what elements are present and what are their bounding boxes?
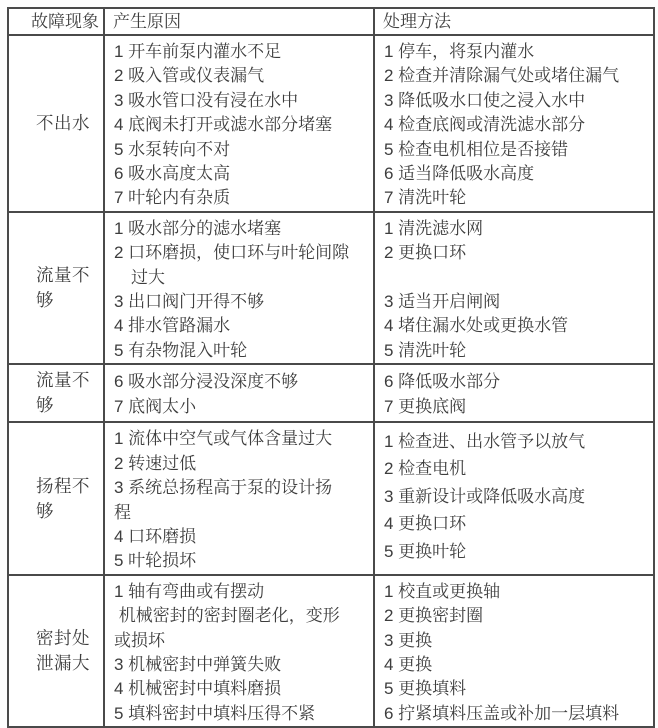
cause-line: 1 流体中空气或气体含量过大 (114, 429, 333, 449)
cause-cell (104, 422, 374, 574)
remedy-line: 6 拧紧填料压盖或补加一层填料 (384, 703, 620, 723)
cause-line: 5 有杂物混入叶轮 (114, 340, 248, 360)
cause-line: 4 排水管路漏水 (114, 316, 231, 336)
remedy-line: 7 清洗叶轮 (384, 188, 467, 208)
symptom-line: 不出水 (36, 112, 90, 133)
cause-line: 4 机械密封中填料磨损 (114, 679, 282, 699)
remedy-cell (374, 212, 654, 364)
table-body (8, 35, 654, 727)
header-cell-symptom: 故障现象 (8, 8, 104, 35)
remedy-line (384, 266, 651, 290)
cause-line: 1 开车前泵内灌水不足 (114, 42, 282, 61)
remedy-line: 6 适当降低吸水高度 (384, 164, 535, 184)
cause-cell (104, 364, 374, 422)
symptom-cell (8, 575, 104, 727)
cause-line: 6 吸水部分浸没深度不够 (114, 372, 299, 392)
symptom-cell (8, 364, 104, 422)
cause-line: 5 叶轮损坏 (114, 551, 197, 571)
cause-line: 1 轴有弯曲或有摆动 (114, 581, 265, 601)
remedy-line: 3 适当开启闸阀 (384, 292, 501, 312)
table-row (8, 422, 654, 574)
header-cell-remedy: 处理方法 (374, 8, 654, 35)
remedy-line: 7 更换底阀 (384, 396, 467, 416)
header-row (8, 8, 654, 35)
remedy-line: 5 清洗叶轮 (384, 340, 467, 360)
remedy-cell (374, 575, 654, 727)
symptom-line: 流量不够 (36, 265, 90, 311)
remedy-line: 2 检查并清除漏气处或堵住漏气 (384, 66, 620, 86)
cause-line: 过大 (114, 267, 165, 287)
remedy-line: 4 堵住漏水处或更换水管 (384, 316, 569, 336)
symptom-line: 密封处 (36, 627, 90, 648)
cause-line: 机械密封的密封圈老化，变形 (114, 606, 340, 626)
remedy-line: 4 更换口环 (384, 514, 467, 534)
symptom-line: 流量不够 (36, 370, 90, 416)
cause-line: 4 底阀未打开或滤水部分堵塞 (114, 115, 333, 135)
remedy-cell (374, 364, 654, 422)
symptom-line: 扬程不够 (36, 475, 90, 521)
remedy-line: 3 重新设计或降低吸水高度 (384, 486, 586, 506)
cause-line: 或损坏 (114, 630, 165, 650)
cause-line: 2 转速过低 (114, 453, 197, 473)
cause-line: 2 吸入管或仪表漏气 (114, 66, 265, 86)
remedy-line: 3 降低吸水口使之浸入水中 (384, 90, 586, 110)
remedy-line: 2 检查电机 (384, 459, 467, 479)
symptom-cell (8, 35, 104, 212)
cause-line: 6 吸水高度太高 (114, 164, 231, 184)
remedy-line: 1 校直或更换轴 (384, 581, 501, 601)
cause-line: 3 吸水管口没有浸在水中 (114, 90, 299, 110)
cause-line: 2 口环磨损，使口环与叶轮间隙 (114, 243, 350, 263)
remedy-line: 2 更换密封圈 (384, 606, 484, 626)
table-row (8, 364, 654, 422)
table-row (8, 575, 654, 727)
pump-fault-table (7, 7, 655, 728)
cause-line: 4 口环磨损 (114, 526, 197, 546)
cause-line: 3 机械密封中弹簧失败 (114, 654, 282, 674)
cause-line: 1 吸水部分的滤水堵塞 (114, 218, 282, 238)
symptom-cell (8, 422, 104, 574)
remedy-line: 1 清洗滤水网 (384, 218, 484, 238)
header-cell-cause: 产生原因 (104, 8, 374, 35)
cause-line: 7 底阀太小 (114, 396, 197, 416)
remedy-line: 4 更换 (384, 654, 433, 674)
remedy-line: 6 降低吸水部分 (384, 372, 501, 392)
cause-cell (104, 35, 374, 212)
remedy-line: 5 更换叶轮 (384, 541, 467, 561)
cause-line: 程 (114, 502, 131, 522)
cause-line: 3 系统总扬程高于泵的设计扬 (114, 478, 333, 498)
remedy-line: 1 检查进、出水管予以放气 (384, 431, 586, 451)
remedy-line: 5 检查电机相位是否接错 (384, 139, 569, 159)
remedy-cell (374, 35, 654, 212)
remedy-line: 4 检查底阀或清洗滤水部分 (384, 115, 586, 135)
cause-line: 3 出口阀门开得不够 (114, 292, 265, 312)
table-row (8, 35, 654, 212)
remedy-line: 3 更换 (384, 630, 433, 650)
cause-line: 7 叶轮内有杂质 (114, 188, 231, 208)
remedy-line: 5 更换填料 (384, 679, 467, 699)
cause-cell (104, 575, 374, 727)
remedy-line: 2 更换口环 (384, 243, 467, 263)
cause-line: 5 填料密封中填料压得不紧 (114, 703, 316, 723)
cause-cell (104, 212, 374, 364)
remedy-cell (374, 422, 654, 574)
cause-line: 5 水泵转向不对 (114, 139, 231, 159)
symptom-cell (8, 212, 104, 364)
symptom-line: 泄漏大 (36, 652, 90, 673)
table-row (8, 212, 654, 364)
remedy-line: 1 停车，将泵内灌水 (384, 42, 535, 61)
